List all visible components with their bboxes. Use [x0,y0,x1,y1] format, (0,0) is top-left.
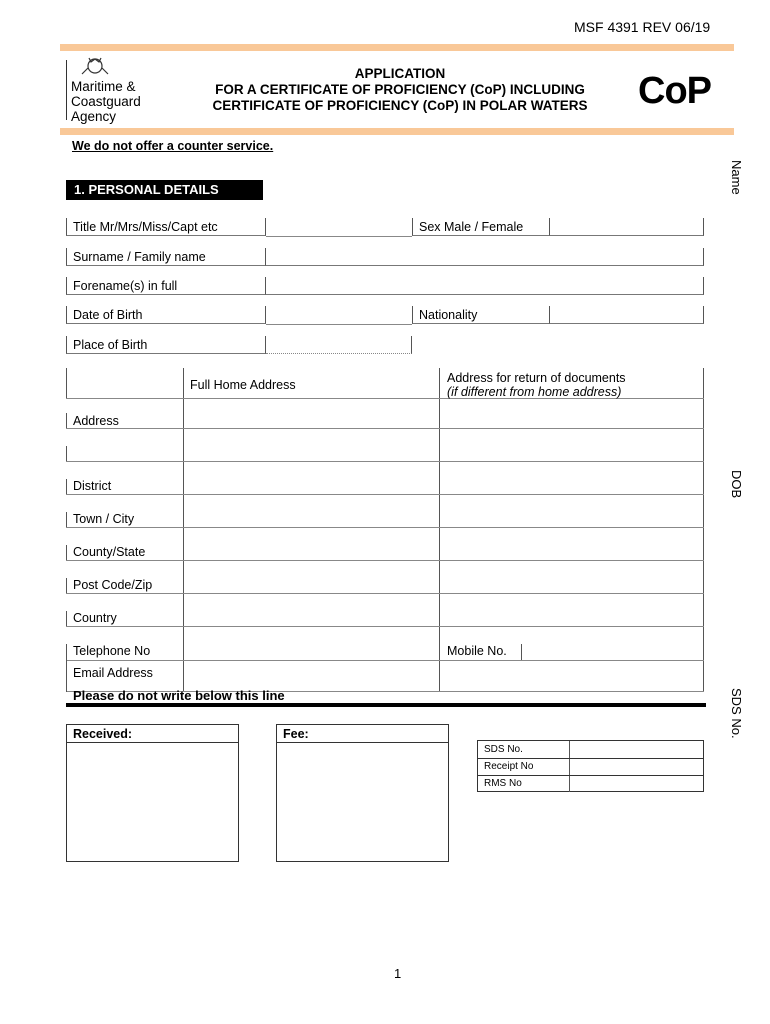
fee-box [276,724,449,862]
postcode-label: Post Code/Zip [73,578,153,592]
nationality-input[interactable] [550,306,704,324]
full-home-address-label: Full Home Address [190,378,296,392]
sds-no-label: SDS No. [484,744,523,755]
office-warning: Please do not write below this line [73,688,285,703]
return-district-input[interactable] [440,461,704,494]
agency-name-line2: Coastguard [71,94,141,109]
email-label: Email Address [73,666,153,680]
office-refs-table [477,740,704,792]
surname-input[interactable] [266,248,704,266]
side-label-name: Name [729,160,744,195]
country-label: Country [73,611,117,625]
return-postcode-input[interactable] [440,560,704,593]
received-box [66,724,239,862]
rms-no-label: RMS No [484,778,522,789]
home-country-input[interactable] [184,593,440,626]
pob-input[interactable] [266,336,412,354]
home-address-line1-input[interactable] [184,398,440,428]
home-postcode-input[interactable] [184,560,440,593]
title-line1: APPLICATION [354,66,446,81]
cop-badge: CoP [638,70,711,112]
pob-label: Place of Birth [73,338,148,352]
counter-notice: We do not offer a counter service. [72,139,274,153]
forenames-input[interactable] [266,277,704,295]
fee-header [277,725,448,743]
form-code: MSF 4391 REV 06/19 [574,19,711,35]
return-county-input[interactable] [440,527,704,560]
side-label-sds: SDS No. [729,688,744,739]
home-district-input[interactable] [184,461,440,494]
agency-logo [66,54,156,124]
page-title [170,66,630,114]
title-label: Title Mr/Mrs/Miss/Capt etc [73,220,218,234]
agency-name-line3: Agency [71,109,117,124]
top-accent-bar [60,44,734,51]
return-address-line1-input[interactable] [440,398,704,428]
section-heading-text: 1. PERSONAL DETAILS [74,182,219,197]
received-label: Received: [73,727,133,741]
received-header [67,725,238,743]
title-line2: FOR A CERTIFICATE OF PROFICIENCY (CoP) INCLUDING [215,82,585,97]
return-address-line1: Address for return of documents [447,371,626,385]
address-label: Address [73,414,119,428]
page-number: 1 [394,966,402,981]
telephone-label: Telephone No [73,644,151,658]
crest-icon [80,54,110,78]
mobile-label: Mobile No. [447,644,507,658]
title-input-line [266,236,412,237]
mobile-input[interactable] [522,626,704,659]
dob-input-line [266,324,412,325]
home-address-line2-input[interactable] [184,428,440,461]
home-town-input[interactable] [184,494,440,527]
telephone-input[interactable] [184,626,440,659]
sex-input[interactable] [550,218,704,236]
return-town-input[interactable] [440,494,704,527]
sex-label: Sex Male / Female [419,220,524,234]
town-label: Town / City [73,512,135,526]
dob-label: Date of Birth [73,308,143,322]
email-input[interactable] [184,660,704,691]
section-heading [66,180,263,200]
office-divider [66,703,706,707]
title-line3: CERTIFICATE OF PROFICIENCY (CoP) IN POLAR WATERS [212,98,588,113]
fee-label: Fee: [283,727,309,741]
return-address-line2-input[interactable] [440,428,704,461]
county-label: County/State [73,545,146,559]
nationality-label: Nationality [419,308,478,322]
home-county-input[interactable] [184,527,440,560]
surname-label: Surname / Family name [73,250,206,264]
bottom-accent-bar [60,128,734,135]
return-address-line2: (if different from home address) [447,385,622,399]
side-label-dob: DOB [729,470,744,499]
receipt-no-label: Receipt No [484,761,534,772]
agency-name-line1: Maritime & [71,79,136,94]
district-label: District [73,479,112,493]
return-country-input[interactable] [440,593,704,626]
forenames-label: Forename(s) in full [73,279,178,293]
